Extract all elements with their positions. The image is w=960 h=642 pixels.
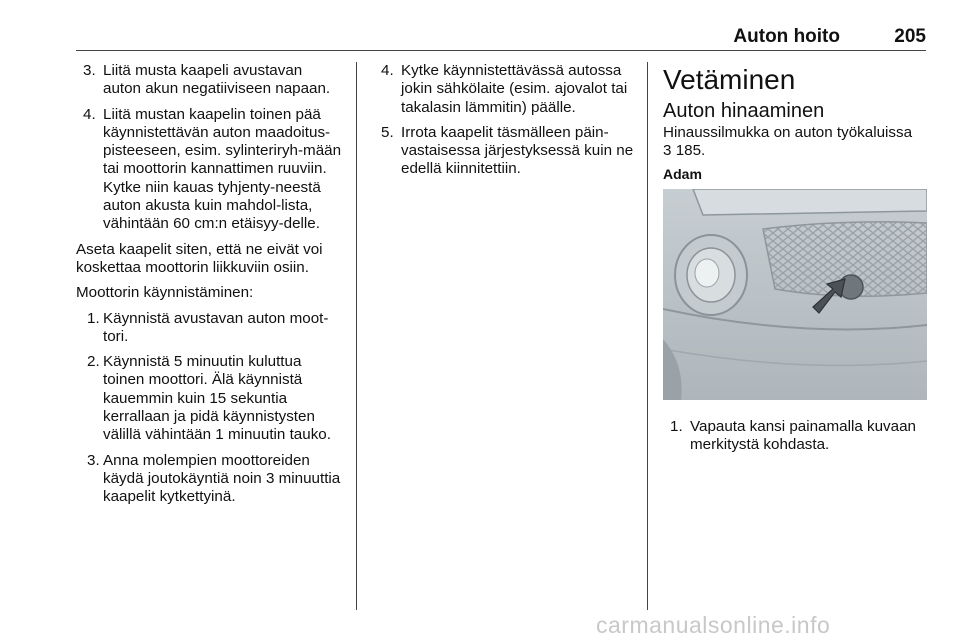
list-item xyxy=(76,452,342,507)
bumper-drawing xyxy=(663,189,927,400)
page-reference: 185. xyxy=(675,142,706,160)
column-left xyxy=(76,62,342,514)
arrow-reference-icon: 3 xyxy=(663,142,672,160)
column-divider xyxy=(647,62,648,610)
list-item xyxy=(76,353,342,444)
paragraph: Moottorin käynnistäminen: xyxy=(76,284,254,302)
section-title: Auton hoito xyxy=(733,26,840,47)
step-number: 2. xyxy=(87,353,100,371)
steps-list xyxy=(76,62,342,234)
step-number: 4. xyxy=(381,62,394,79)
step-number: 3. xyxy=(83,62,96,79)
column-right xyxy=(663,62,927,461)
subsection-heading: Auton hinaaminen xyxy=(663,100,825,122)
list-item xyxy=(76,310,342,347)
step-number: 4. xyxy=(83,105,96,123)
list-item xyxy=(374,124,634,179)
step-text: Irrota kaapelit täsmälleen päin-vastaisessa järjestyksessä kuin ne edellä kiinnitettiin. xyxy=(401,123,634,178)
list-item xyxy=(374,62,634,117)
start-steps-list xyxy=(76,310,342,507)
list-item xyxy=(663,418,927,455)
step-number: 1. xyxy=(670,417,683,435)
page-number: 205 xyxy=(894,26,926,47)
watermark: carmanualsonline.info xyxy=(596,612,831,638)
step-text: Liitä mustan kaapelin toinen pää käynnistettävän auton maadoitus-pisteeseen, esim. sylinteriryh-mään tai moottorin kannattimen ruuviin. Kytke niin kauas tyhjenty-neestä auton akusta kuin mahdol-lista, vähintään 60 cm:n etäisyy-delle. xyxy=(103,105,342,233)
model-label: Adam xyxy=(663,165,702,182)
intro-text xyxy=(663,124,927,161)
step-number: 3. xyxy=(87,451,100,469)
step-number: 5. xyxy=(381,123,394,141)
intro-sentence: Hinaussilmukka on auton työkaluissa xyxy=(663,124,913,141)
paragraph: Aseta kaapelit siten, että ne eivät voi koskettaa moottorin liikkuviin osiin. xyxy=(76,240,323,276)
steps-list xyxy=(663,418,927,455)
column-divider xyxy=(356,62,357,610)
column-middle xyxy=(374,62,634,186)
list-item xyxy=(76,62,342,99)
step-number: 1. xyxy=(87,309,100,327)
step-text: Kytke käynnistettävässä autossa jokin sähkölaite (esim. ajovalot tai takalasin lämmitin) päälle. xyxy=(401,62,628,116)
step-text: Käynnistä 5 minuutin kuluttua toinen moottori. Älä käynnistä kauemmin kuin 15 sekuntia kerrallaan ja pidä käynnistysten välillä vähintään 1 minuutin tauko. xyxy=(103,353,331,444)
section-heading: Vetäminen xyxy=(663,64,796,95)
step-text: Käynnistä avustavan auton moot-tori. xyxy=(103,309,329,345)
list-item xyxy=(76,106,342,234)
bumper-illustration xyxy=(663,189,927,400)
step-text: Anna molempien moottoreiden käydä joutokäyntiä noin 3 minuuttia kaapelit kytkettyinä. xyxy=(103,451,341,506)
steps-list xyxy=(374,62,634,179)
step-text: Liitä musta kaapeli avustavan auton akun negatiiviseen napaan. xyxy=(103,62,331,98)
step-text: Vapauta kansi painamalla kuvaan merkitystä kohdasta. xyxy=(690,417,916,454)
page-header xyxy=(76,26,926,51)
